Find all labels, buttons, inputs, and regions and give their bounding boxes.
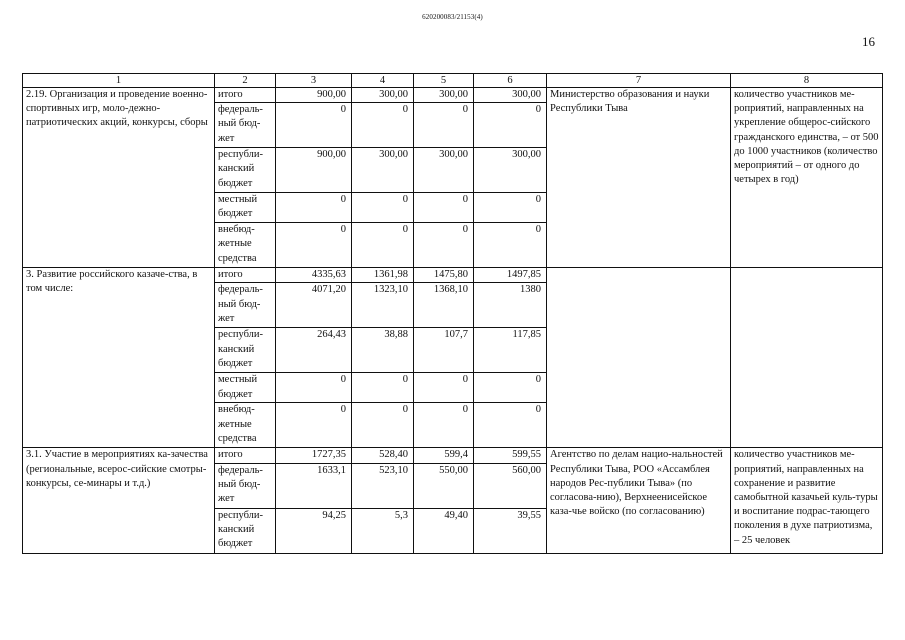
- funding-source: местный бюджет: [215, 373, 276, 403]
- value-cell: 94,25: [276, 508, 352, 553]
- column-number-row: [23, 74, 883, 88]
- value-cell: 0: [276, 223, 352, 268]
- value-cell: 599,4: [414, 448, 474, 463]
- target-indicator: [731, 268, 883, 448]
- value-cell: 1633,1: [276, 463, 352, 508]
- value-cell: 300,00: [474, 148, 547, 193]
- value-cell: 0: [474, 223, 547, 268]
- target-indicator: количество участников ме-роприятий, направленных на сохранение и развитие самобытной казачьей куль-туры и воспитание подрас-тающего поколения в духе патриотизма, – 25 человек: [731, 448, 883, 553]
- column-header: 7: [547, 74, 731, 88]
- value-cell: 4071,20: [276, 283, 352, 328]
- responsible-executor: [547, 268, 731, 448]
- funding-source: внебюд-жетные средства: [215, 403, 276, 448]
- funding-source: федераль-ный бюд-жет: [215, 103, 276, 148]
- column-header: 1: [23, 74, 215, 88]
- value-cell: 300,00: [414, 148, 474, 193]
- value-cell: 0: [276, 373, 352, 403]
- table-row: [23, 88, 883, 103]
- value-cell: 1368,10: [414, 283, 474, 328]
- value-cell: 1361,98: [352, 268, 414, 283]
- value-cell: 900,00: [276, 148, 352, 193]
- program-table: [22, 73, 883, 554]
- activity-name: 2.19. Организация и проведение военно-спортивных игр, моло-дежно-патриотических акций, конкурсы, сборы: [23, 88, 215, 268]
- table-row: [23, 268, 883, 283]
- value-cell: 523,10: [352, 463, 414, 508]
- value-cell: 0: [276, 103, 352, 148]
- value-cell: 4335,63: [276, 268, 352, 283]
- activity-name: 3. Развитие российского казаче-ства, в том числе:: [23, 268, 215, 448]
- value-cell: 0: [414, 403, 474, 448]
- column-header: 5: [414, 74, 474, 88]
- value-cell: 5,3: [352, 508, 414, 553]
- value-cell: 900,00: [276, 88, 352, 103]
- value-cell: 117,85: [474, 328, 547, 373]
- value-cell: 107,7: [414, 328, 474, 373]
- value-cell: 1475,80: [414, 268, 474, 283]
- funding-source: итого: [215, 88, 276, 103]
- value-cell: 300,00: [352, 148, 414, 193]
- value-cell: 38,88: [352, 328, 414, 373]
- value-cell: 1497,85: [474, 268, 547, 283]
- funding-source: внебюд-жетные средства: [215, 223, 276, 268]
- funding-source: федераль-ный бюд-жет: [215, 463, 276, 508]
- value-cell: 0: [276, 193, 352, 223]
- funding-source: итого: [215, 448, 276, 463]
- funding-source: республи-канский бюджет: [215, 328, 276, 373]
- funding-source: республи-канский бюджет: [215, 508, 276, 553]
- value-cell: 0: [414, 193, 474, 223]
- value-cell: 0: [276, 403, 352, 448]
- value-cell: 0: [352, 403, 414, 448]
- value-cell: 0: [352, 103, 414, 148]
- value-cell: 599,55: [474, 448, 547, 463]
- value-cell: 1727,35: [276, 448, 352, 463]
- table-row: [23, 448, 883, 463]
- target-indicator: количество участников ме-роприятий, направленных на укрепление общерос-сийского гражданского единства, – от 500 до 1000 участников (количество мероприятий – от одного до четырех в год): [731, 88, 883, 268]
- value-cell: 1380: [474, 283, 547, 328]
- column-header: 8: [731, 74, 883, 88]
- value-cell: 49,40: [414, 508, 474, 553]
- responsible-executor: Агентство по делам нацио-нальностей Республики Тыва, РОО «Ассамблея народов Рес-публики Тыва» (по согласова-нию), Верхнеенисейское каза-чье войско (по согласованию): [547, 448, 731, 553]
- value-cell: 39,55: [474, 508, 547, 553]
- value-cell: 0: [352, 373, 414, 403]
- funding-source: итого: [215, 268, 276, 283]
- value-cell: 528,40: [352, 448, 414, 463]
- column-header: 4: [352, 74, 414, 88]
- value-cell: 0: [474, 103, 547, 148]
- responsible-executor: Министерство образования и науки Республики Тыва: [547, 88, 731, 268]
- value-cell: 300,00: [414, 88, 474, 103]
- value-cell: 0: [352, 193, 414, 223]
- document-code: 620200083/21153(4): [422, 13, 483, 21]
- value-cell: 0: [352, 223, 414, 268]
- activity-name: 3.1. Участие в мероприятиях ка-зачества (региональные, всерос-сийские смотры-конкурсы, се-минары и т.д.): [23, 448, 215, 553]
- page-number: 16: [862, 34, 875, 49]
- column-header: 6: [474, 74, 547, 88]
- funding-source: федераль-ный бюд-жет: [215, 283, 276, 328]
- value-cell: 0: [474, 403, 547, 448]
- value-cell: 1323,10: [352, 283, 414, 328]
- column-header: 2: [215, 74, 276, 88]
- value-cell: 300,00: [352, 88, 414, 103]
- value-cell: 0: [414, 103, 474, 148]
- column-header: 3: [276, 74, 352, 88]
- value-cell: 0: [414, 373, 474, 403]
- value-cell: 264,43: [276, 328, 352, 373]
- funding-source: местный бюджет: [215, 193, 276, 223]
- value-cell: 0: [474, 373, 547, 403]
- value-cell: 300,00: [474, 88, 547, 103]
- value-cell: 550,00: [414, 463, 474, 508]
- funding-source: республи-канский бюджет: [215, 148, 276, 193]
- value-cell: 560,00: [474, 463, 547, 508]
- value-cell: 0: [474, 193, 547, 223]
- value-cell: 0: [414, 223, 474, 268]
